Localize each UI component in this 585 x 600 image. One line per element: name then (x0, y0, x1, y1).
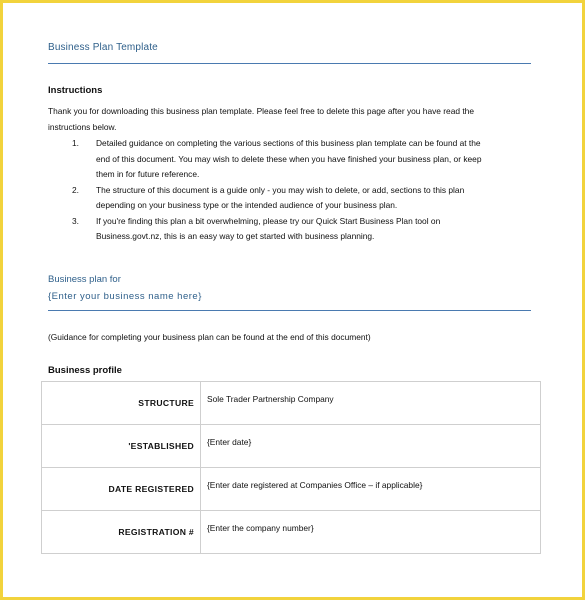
business-name-field[interactable]: {Enter your business name here} (48, 291, 202, 302)
list-item-line: depending on your business type or the intended audience of your business plan. (96, 200, 398, 210)
business-profile-table (41, 381, 541, 554)
table-row (42, 468, 541, 511)
instructions-heading: Instructions (48, 85, 103, 96)
guidance-note: (Guidance for completing your business plan can be found at the end of this document) (48, 332, 371, 342)
list-item-line: Detailed guidance on completing the various sections of this business plan template can be found at the (96, 138, 481, 148)
list-item-number: 1. (72, 138, 79, 148)
table-row (42, 511, 541, 554)
document-title: Business Plan Template (48, 42, 158, 53)
instructions-intro-line: Thank you for downloading this business plan template. Please feel free to delete this page after you have read the (48, 106, 475, 116)
list-item (48, 136, 533, 183)
date-registered-label: DATE REGISTERED (42, 468, 201, 511)
established-label: 'ESTABLISHED (42, 425, 201, 468)
list-item-line: The structure of this document is a guide only - you may wish to delete, or add, sections to this plan (96, 184, 465, 195)
list-item (48, 214, 533, 245)
instructions-intro-line: instructions below. (48, 121, 117, 132)
table-row (42, 382, 541, 425)
list-item-line: end of this document. You may wish to delete these when you have finished your business plan, or keep (96, 153, 482, 164)
table-row (42, 425, 541, 468)
list-item-line: Business.govt.nz, this is an easy way to get started with business planning. (96, 231, 375, 241)
list-item-line: If you're finding this plan a bit overwhelming, please try our Quick Start Business Plan tool on (96, 215, 441, 226)
established-value[interactable]: {Enter date} (201, 425, 541, 468)
business-profile-heading: Business profile (48, 365, 122, 376)
instructions-list (48, 136, 533, 245)
date-registered-value[interactable]: {Enter date registered at Companies Office – if applicable} (201, 468, 541, 511)
list-item-line: them in for future reference. (96, 169, 200, 179)
business-name-divider (48, 310, 531, 311)
registration-number-label: REGISTRATION # (42, 511, 201, 554)
list-item-number: 2. (72, 184, 79, 195)
registration-number-value[interactable]: {Enter the company number} (201, 511, 541, 554)
structure-label: STRUCTURE (42, 382, 201, 425)
list-item (48, 183, 533, 214)
document-page (3, 3, 582, 597)
list-item-number: 3. (72, 215, 79, 226)
instructions-intro (48, 104, 533, 135)
title-divider (48, 63, 531, 64)
structure-value[interactable]: Sole Trader Partnership Company (201, 382, 541, 425)
business-plan-for-label: Business plan for (48, 274, 121, 285)
